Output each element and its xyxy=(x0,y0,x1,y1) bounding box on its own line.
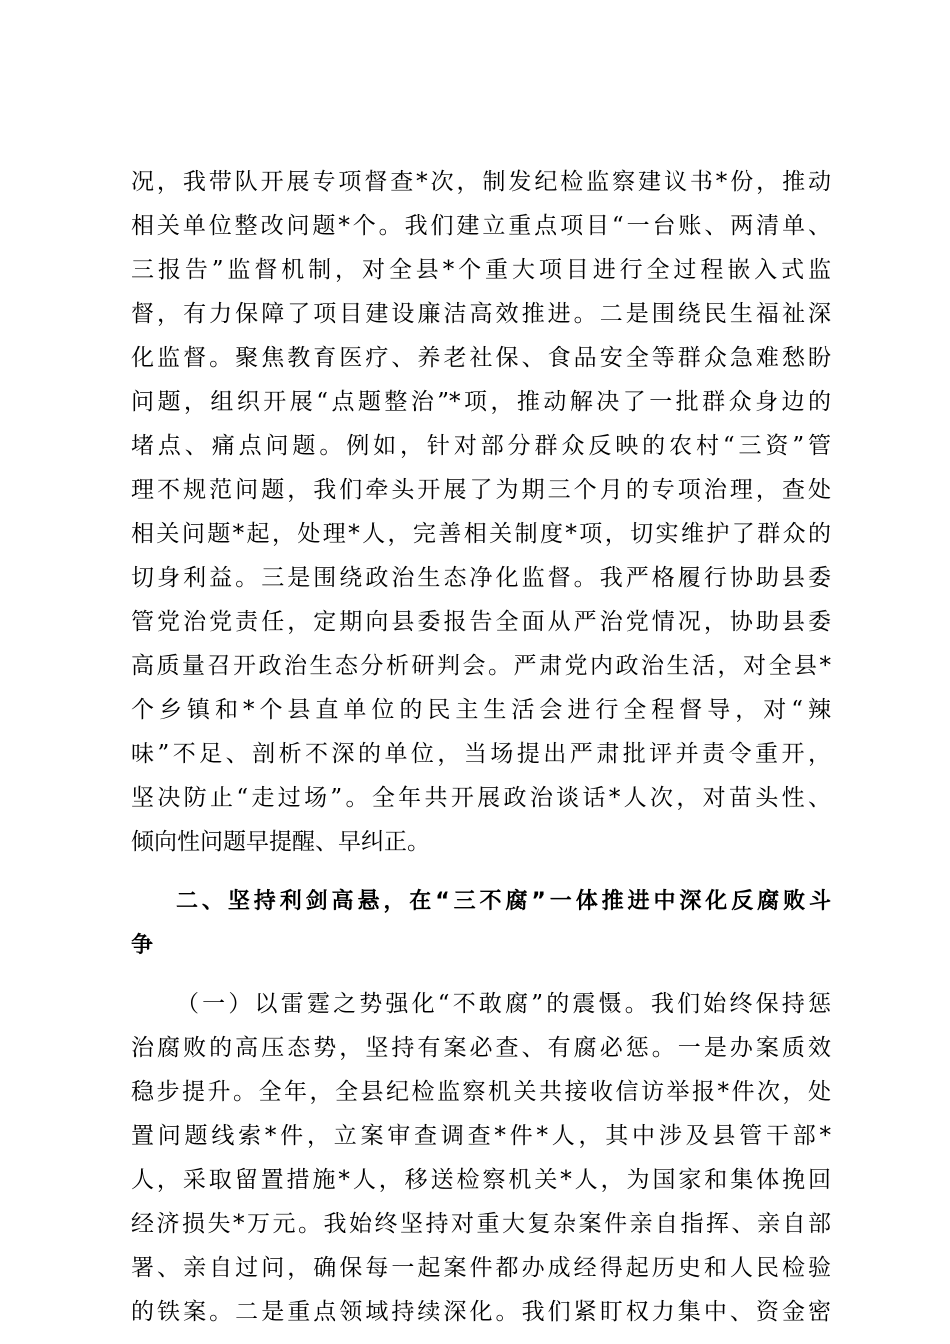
paragraph-line: 督，有力保障了项目建设廉洁高效推进。二是围绕民生福祉深 xyxy=(131,301,831,327)
paragraph-line: 高质量召开政治生态分析研判会。严肃党内政治生活，对全县* xyxy=(131,653,831,679)
section-heading: 争 xyxy=(131,933,154,958)
paragraph-line: 相关单位整改问题*个。我们建立重点项目“一台账、两清单、 xyxy=(131,213,831,239)
paragraph-line: （一）以雷霆之势强化“不敢腐”的震慑。我们始终保持惩 xyxy=(176,991,831,1017)
paragraph-line: 署、亲自过问，确保每一起案件都办成经得起历史和人民检验 xyxy=(131,1255,831,1281)
paragraph-line: 三报告”监督机制，对全县*个重大项目进行全过程嵌入式监 xyxy=(131,257,831,283)
paragraph-line: 切身利益。三是围绕政治生态净化监督。我严格履行协助县委 xyxy=(131,565,831,591)
paragraph-line: 倾向性问题早提醒、早纠正。 xyxy=(131,829,430,855)
paragraph-line: 人，采取留置措施*人，移送检察机关*人，为国家和集体挽回 xyxy=(131,1167,831,1193)
paragraph-line: 理不规范问题，我们牵头开展了为期三个月的专项治理，查处 xyxy=(131,477,831,503)
paragraph-line: 问题，组织开展“点题整治”*项，推动解决了一批群众身边的 xyxy=(131,389,831,415)
paragraph-line: 化监督。聚焦教育医疗、养老社保、食品安全等群众急难愁盼 xyxy=(131,345,831,371)
paragraph-line: 堵点、痛点问题。例如，针对部分群众反映的农村“三资”管 xyxy=(131,433,831,459)
section-heading: 二、坚持利剑高悬，在“三不腐”一体推进中深化反腐败斗 xyxy=(176,889,831,914)
paragraph-line: 的铁案。二是重点领域持续深化。我们紧盯权力集中、资金密 xyxy=(131,1299,831,1325)
paragraph-line: 相关问题*起，处理*人，完善相关制度*项，切实维护了群众的 xyxy=(131,521,831,547)
paragraph-line: 坚决防止“走过场”。全年共开展政治谈话*人次，对苗头性、 xyxy=(131,785,831,811)
paragraph-line: 稳步提升。全年，全县纪检监察机关共接收信访举报*件次，处 xyxy=(131,1079,831,1105)
paragraph-line: 治腐败的高压态势，坚持有案必查、有腐必惩。一是办案质效 xyxy=(131,1035,831,1061)
paragraph-line: 置问题线索*件，立案审查调查*件*人，其中涉及县管干部* xyxy=(131,1123,831,1149)
paragraph-line: 况，我带队开展专项督查*次，制发纪检监察建议书*份，推动 xyxy=(131,169,831,195)
paragraph-line: 经济损失*万元。我始终坚持对重大复杂案件亲自指挥、亲自部 xyxy=(131,1211,831,1237)
paragraph-line: 个乡镇和*个县直单位的民主生活会进行全程督导，对“辣 xyxy=(131,697,831,723)
paragraph-line: 味”不足、剖析不深的单位，当场提出严肃批评并责令重开， xyxy=(131,741,831,767)
paragraph-line: 管党治党责任，定期向县委报告全面从严治党情况，协助县委 xyxy=(131,609,831,635)
